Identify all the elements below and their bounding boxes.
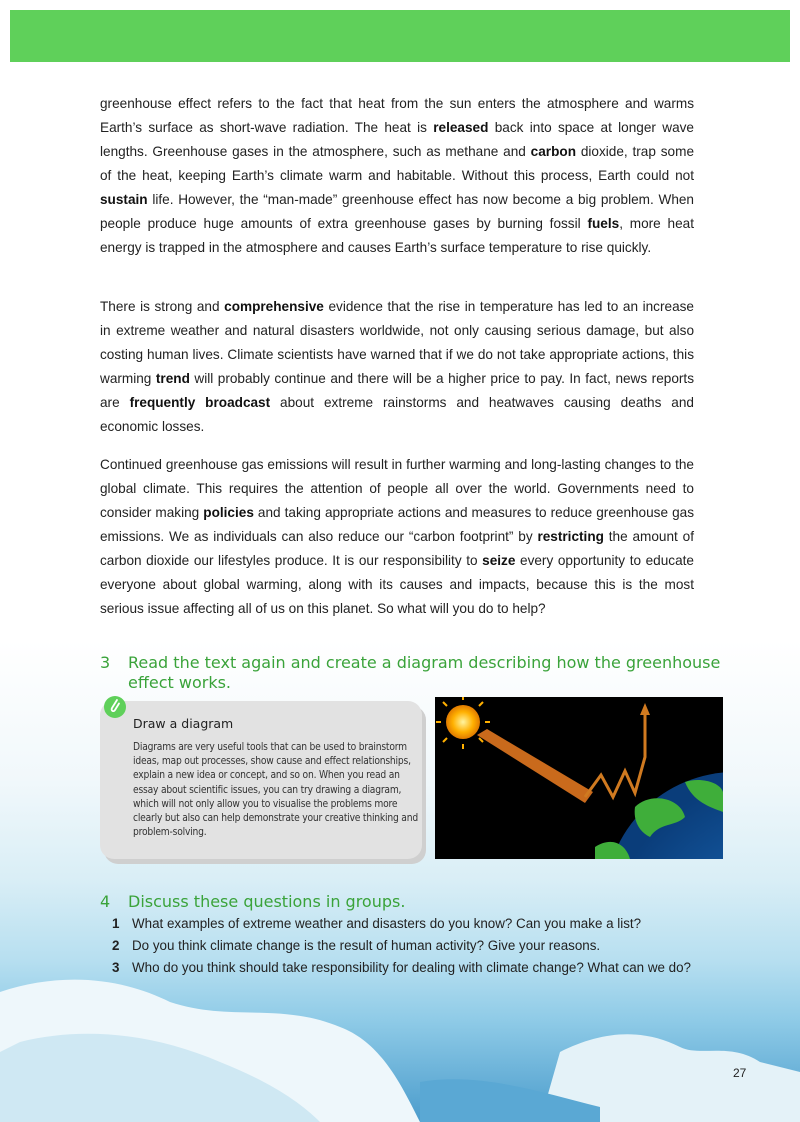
vocabulary-word: comprehensive <box>224 299 324 314</box>
page-number: 27 <box>733 1066 747 1080</box>
tip-body: Diagrams are very useful tools that can be used to brainstorm ideas, map out processes, show cause and effect relationships, explain a new idea or concept, and so on. When you read an essay about scientific issues, you can try drawing a diagram, which will not only allow you to visualise the problems more clearly but also can help demonstrate your creative thinking and problem-solving. <box>133 742 418 839</box>
text-run: the amount of carbon dioxide our lifestyles produce. It is our responsibility to <box>100 529 694 568</box>
item-text: Do you think climate change is the result of human activity? Give your reasons. <box>132 938 601 953</box>
item-number: 2 <box>112 938 120 953</box>
question-text: Discuss these questions in groups. <box>128 892 406 911</box>
item-text: What examples of extreme weather and disasters do you know? Can you make a list? <box>132 916 642 931</box>
text-run: evidence that the rise in temperature has led to an increase in extreme weather and natural disasters worldwide, not only causing serious damage, but also costing human lives. Climate scientists have warned that if we do not take appropriate actions, this warming <box>100 299 694 386</box>
text-run: greenhouse effect refers to the fact that heat from the sun enters the atmosphere and warms Earth’s surface as short-wave radiation. The heat is <box>100 96 694 135</box>
vocabulary-word: sustain <box>100 192 148 207</box>
item-number: 1 <box>112 916 120 931</box>
vocabulary-word: released <box>433 120 489 135</box>
paperclip-icon <box>104 693 126 721</box>
tip-box <box>100 701 422 859</box>
vocabulary-word: restricting <box>537 529 604 544</box>
text-run: dioxide, trap some of the heat, keeping Earth’s climate warm and habitable. Without this process, Earth could not <box>100 144 694 183</box>
tip-title: Draw a diagram <box>133 716 234 731</box>
paragraph-1 <box>100 92 694 260</box>
text-run: There is strong and <box>100 299 225 314</box>
text-run: back into space at longer wave lengths. Greenhouse gases in the atmosphere, such as methane and <box>100 120 694 159</box>
vocabulary-word: trend <box>155 371 190 386</box>
paragraph-2 <box>100 295 694 439</box>
text-run: will probably continue and there will be a higher price to pay. In fact, news reports are <box>100 371 694 410</box>
header-band <box>10 10 790 62</box>
item-text: Who do you think should take responsibility for dealing with climate change? What can we do? <box>132 960 692 975</box>
vocabulary-word: policies <box>203 505 254 520</box>
item-number: 3 <box>112 960 120 975</box>
paragraph-3 <box>100 453 694 621</box>
discussion-item <box>112 938 601 953</box>
vocabulary-word: carbon <box>530 144 576 159</box>
vocabulary-word: frequently broadcast <box>129 395 271 410</box>
text-run: life. However, the “man-made” greenhouse effect has now become a big problem. When people produce huge amounts of extra greenhouse gases by burning fossil <box>100 192 694 231</box>
text-run: about extreme rainstorms and heatwaves causing deaths and economic losses. <box>100 395 694 434</box>
vocabulary-word: seize <box>482 553 516 568</box>
text-run: every opportunity to educate everyone about global warming, along with its causes and impacts, because this is the most serious issue affecting all of us on this planet. So what will you do to help? <box>100 553 694 616</box>
greenhouse-effect-illustration <box>435 697 723 859</box>
text-run: and taking appropriate actions and measures to reduce greenhouse gas emissions. We as individuals can also reduce our “carbon footprint” by <box>100 505 694 544</box>
question-number: 4 <box>100 892 111 911</box>
discussion-item <box>112 916 642 931</box>
text-run: , more heat energy is trapped in the atmosphere and causes Earth’s surface temperature to rise quickly. <box>100 216 694 255</box>
question-number: 3 <box>100 653 111 672</box>
text-run: Continued greenhouse gas emissions will result in further warming and long-lasting changes to the global climate. This requires the attention of people all over the world. Governments need to consider making <box>100 457 694 520</box>
discussion-item <box>112 960 692 975</box>
question-text: Read the text again and create a diagram describing how the greenhouse effect works. <box>128 653 721 692</box>
vocabulary-word: fuels <box>587 216 620 231</box>
